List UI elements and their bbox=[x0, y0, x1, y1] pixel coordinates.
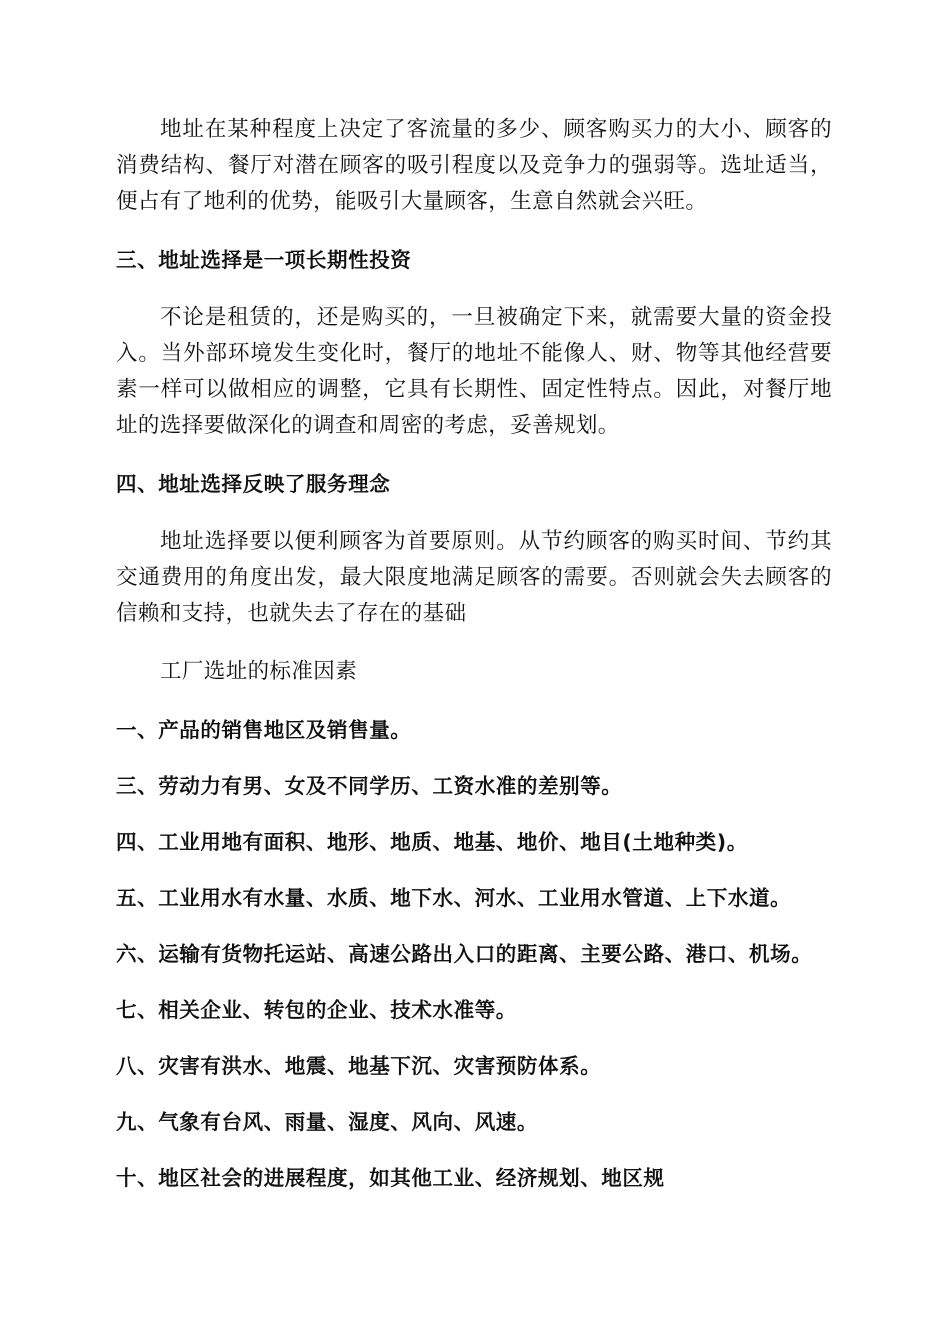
factor-item: 四、工业用地有面积、地形、地质、地基、地价、地目(土地种类)。 bbox=[116, 830, 748, 854]
factor-item: 七、相关企业、转包的企业、技术水准等。 bbox=[116, 998, 517, 1022]
factory-location-subtitle: 工厂选址的标准因素 bbox=[160, 659, 358, 684]
factor-item: 一、产品的销售地区及销售量。 bbox=[116, 718, 412, 742]
factor-item: 九、气象有台风、雨量、湿度、风向、风速。 bbox=[116, 1110, 538, 1134]
factor-item: 五、工业用水有水量、水质、地下水、河水、工业用水管道、上下水道。 bbox=[116, 886, 792, 910]
section-heading-service-concept: 四、地址选择反映了服务理念 bbox=[116, 472, 391, 496]
factor-item: 八、灾害有洪水、地震、地基下沉、灾害预防体系。 bbox=[116, 1054, 602, 1078]
paragraph-long-term-investment: 不论是租赁的，还是购买的，一旦被确定下来，就需要大量的资金投入。当外部环境发生变化时，餐厅的地址不能像人、财、物等其他经营要素一样可以做相应的调整，它具有长期性、固定性特点。因此，对餐厅地址的选择要做深化的调查和周密的考虑，妥善规划。 bbox=[116, 305, 832, 438]
factor-item: 六、运输有货物托运站、高速公路出入口的距离、主要公路、港口、机场。 bbox=[116, 942, 813, 966]
factor-item: 三、劳动力有男、女及不同学历、工资水准的差别等。 bbox=[116, 774, 623, 798]
factor-item: 十、地区社会的进展程度，如其他工业、经济规划、地区规 bbox=[116, 1166, 665, 1190]
document-body bbox=[116, 112, 832, 1196]
paragraph-location-importance: 地址在某种程度上决定了客流量的多少、顾客购买力的大小、顾客的消费结构、餐厅对潜在顾客的吸引程度以及竞争力的强弱等。选址适当，便占有了地利的优势，能吸引大量顾客，生意自然就会兴旺。 bbox=[116, 117, 832, 214]
paragraph-service-concept: 地址选择要以便利顾客为首要原则。从节约顾客的购买时间、节约其交通费用的角度出发，最大限度地满足顾客的需要。否则就会失去顾客的信赖和支持，也就失去了存在的基础 bbox=[116, 529, 832, 626]
section-heading-long-term-investment: 三、地址选择是一项长期性投资 bbox=[116, 248, 412, 272]
